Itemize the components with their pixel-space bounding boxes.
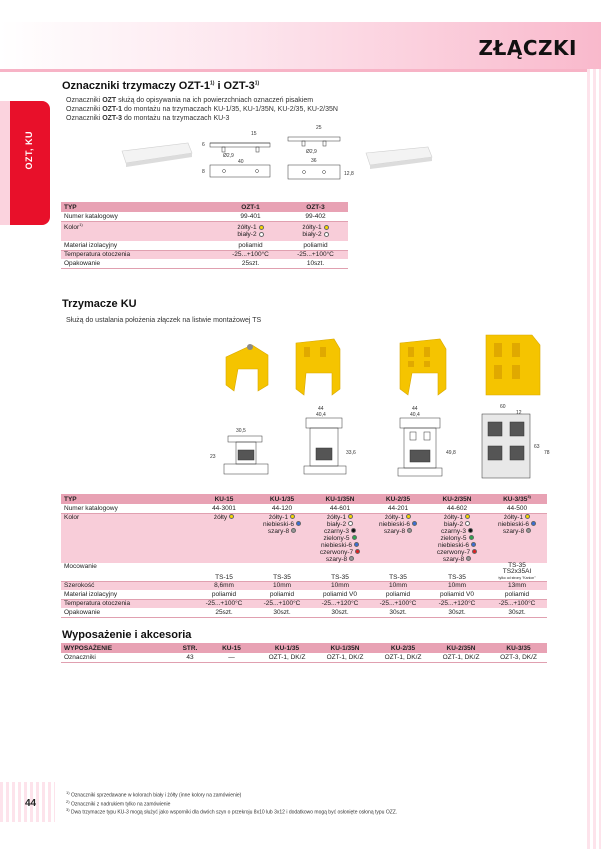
footnotes — [66, 790, 397, 816]
dim-label: 23 — [210, 454, 216, 460]
dim-label: Ø2,9 — [223, 153, 234, 159]
color-entry: niebieski-6 — [490, 521, 544, 528]
table-row: Opakowanie 25szt. 30szt. 30szt. 30szt. 30szt. 30szt. — [61, 608, 547, 617]
color-swatch-icon — [290, 514, 295, 519]
table-row: Materiał izolacyjny poliamid poliamid — [61, 241, 348, 250]
table-row: Oznaczniki 43 — OZT-1, DK/Z OZT-1, DK/Z OZT-1, DK/Z OZT-1, DK/Z OZT-3, DK/Z — [61, 653, 547, 662]
color-swatch-icon — [471, 542, 476, 547]
color-entry: czarny-3 — [430, 528, 484, 535]
color-cell — [195, 513, 253, 563]
color-entry: biały-2 — [314, 521, 366, 528]
col-header: OZT-1 — [218, 202, 283, 212]
section-title-accessories: Wyposażenie i akcesoria — [62, 629, 192, 641]
ku235-photo — [400, 339, 446, 395]
ozt-line: Oznaczniki OZT-1 do montażu na trzymaczach KU-1/35, KU-1/35N, KU-2/35, KU-2/35N — [66, 106, 338, 113]
dim-label: 36 — [311, 158, 317, 164]
ku-description: Służą do ustalania położenia złączek na listwie montażowej TS — [66, 317, 262, 324]
col-header: KU-3/35 — [490, 643, 547, 653]
ku135-photo — [296, 339, 340, 395]
col-header: KU-1/35 — [258, 643, 316, 653]
dim-label: 33,6 — [346, 450, 356, 456]
color-swatch-icon — [526, 528, 531, 533]
dim-label: 44 — [318, 406, 324, 412]
ozt-line: Oznaczniki OZT służą do opisywania na ich powierzchniach oznaczeń pisakiem — [66, 97, 314, 104]
ku335-drawing — [482, 414, 530, 478]
table-row: Temperatura otoczenia -25...+100°C -25...+100°C — [61, 250, 348, 259]
dim-label: 25 — [316, 125, 322, 131]
ku-drawings — [200, 404, 555, 488]
ku135-drawing — [304, 418, 346, 474]
header-band — [0, 22, 601, 69]
dim-label: 30,5 — [236, 428, 246, 434]
accessories-table — [61, 643, 547, 663]
ku-spec-table — [61, 494, 547, 618]
color-swatch-icon — [349, 556, 354, 561]
color-swatch-icon — [354, 542, 359, 547]
ku15-photo — [226, 344, 268, 391]
col-header: KU-2/35N — [432, 643, 490, 653]
color-swatch-icon — [469, 535, 474, 540]
ozt-spec-table — [61, 202, 348, 269]
table-row: Kolor żółty żółty-1 niebieski-6 szary-8 żółty-1 biały-2 czarny-3 zielony-5 niebieski-6 czerwony-7 szary-8 żółty-1 niebieski-6 szary-8 żółty-1 biały-2 czarny-3 zielony-5 niebieski-6 czerwony-7 szary-8 żółty-1 niebieski-6 szary-8 — [61, 513, 547, 563]
color-entry: niebieski-6 — [430, 542, 484, 549]
color-entry: szary-8 — [372, 528, 424, 535]
ku15-drawing — [224, 436, 268, 474]
table-row: Opakowanie 25szt. 10szt. — [61, 259, 348, 268]
dim-label: 12 — [516, 410, 522, 416]
dim-label: 40,4 — [316, 412, 326, 418]
dim-label: 60 — [500, 404, 506, 410]
ozt-drawings — [118, 123, 438, 195]
ozt3-photo — [366, 147, 432, 169]
color-entry: żółty-1 — [490, 514, 544, 521]
color-swatch-icon — [525, 514, 530, 519]
color-swatch-icon — [296, 521, 301, 526]
table-row: Materiał izolacyjny poliamid poliamid poliamid V0 poliamid poliamid V0 poliamid — [61, 590, 547, 599]
section-title-ku: Trzymacze KU — [62, 298, 137, 310]
color-entry: szary-8 — [490, 528, 544, 535]
color-entry: szary-8 — [256, 528, 308, 535]
color-swatch-icon — [352, 535, 357, 540]
color-entry: żółty-1 — [372, 514, 424, 521]
color-swatch-icon — [468, 528, 473, 533]
color-entry: szary-8 — [430, 556, 484, 563]
color-entry: niebieski-6 — [314, 542, 366, 549]
color-cell — [311, 513, 369, 563]
table-row: Numer katalogowy 99-401 99-402 — [61, 212, 348, 221]
color-entry: żółty-1 — [430, 514, 484, 521]
col-header: KU-15 — [205, 643, 258, 653]
col-header: TYP — [61, 202, 218, 212]
side-tab — [10, 101, 50, 225]
color-cell — [427, 513, 487, 563]
color-entry: szary-8 — [314, 556, 366, 563]
color-swatch-icon — [472, 549, 477, 554]
dim-label: 40,4 — [410, 412, 420, 418]
footnote: $^{1)}$ Oznaczniki sprzedawane w kolorach biały i żółty (inne kolory na zamówienie) — [66, 790, 242, 799]
page-title: ZŁĄCZKI — [478, 36, 577, 60]
dim-label: 78 — [544, 450, 550, 456]
dim-label: 40 — [238, 159, 244, 165]
table-row: Numer katalogowy 44-3001 44-120 44-601 44-201 44-602 44-500 — [61, 504, 547, 513]
col-header: KU-1/35N — [311, 494, 369, 504]
header-divider — [0, 69, 601, 72]
color-swatch-icon — [406, 514, 411, 519]
color-swatch-icon — [348, 514, 353, 519]
col-header: KU-2/35N — [427, 494, 487, 504]
col-header: KU-2/35 — [369, 494, 427, 504]
dim-label: 12,8 — [344, 171, 354, 177]
col-header: STR. — [175, 643, 205, 653]
footnote: $^{2)}$ Oznaczniki z nadrukiem tylko na zamówienie — [66, 798, 171, 808]
color-entry: biały-2 — [430, 521, 484, 528]
color-entry: niebieski-6 — [372, 521, 424, 528]
ozt-line: Oznaczniki OZT-3 do montażu na trzymaczach KU-3 — [66, 115, 230, 122]
section-title-ozt: Oznaczniki trzymaczy OZT-1$^{1)}$ i OZT-3$^{1)}$ — [62, 80, 260, 92]
color-entry: czerwony-7 — [314, 549, 366, 556]
color-swatch-icon — [465, 521, 470, 526]
color-entry: zielony-5 — [430, 535, 484, 542]
table-row: Mocowanie TS-15 TS-35 TS-35 TS-35 TS-35 TS-35 TS2x35AI tylko od strony "Kanion" — [61, 563, 547, 582]
side-tab-label: OZT, KU — [24, 131, 34, 170]
col-header: OZT-3 — [283, 202, 348, 212]
color-entry: zielony-5 — [314, 535, 366, 542]
color-entry: czarny-3 — [314, 528, 366, 535]
color-swatch-icon — [291, 528, 296, 533]
color-swatch-icon — [412, 521, 417, 526]
ku235-drawing — [398, 418, 442, 476]
ozt-description — [66, 96, 338, 123]
dim-label: 44 — [412, 406, 418, 412]
dim-label: 63 — [534, 444, 540, 450]
color-cell — [369, 513, 427, 563]
color-entry: żółty-1 — [314, 514, 366, 521]
col-header: KU-15 — [195, 494, 253, 504]
color-swatch-icon — [229, 514, 234, 519]
color-swatch-icon — [348, 521, 353, 526]
dim-label: 49,8 — [446, 450, 456, 456]
page-number: 44 — [25, 798, 37, 809]
col-header: KU-1/35 — [253, 494, 311, 504]
table-row: Temperatura otoczenia -25...+100°C -25...+100°C -25...+120°C -25...+100°C -25...+120°C -25...+100°C — [61, 599, 547, 608]
color-swatch-icon — [531, 521, 536, 526]
col-header: WYPOSAŻENIE — [61, 643, 175, 653]
color-entry: żółty-1 — [256, 514, 308, 521]
dim-label: 8 — [202, 169, 205, 175]
color-entry: niebieski-6 — [256, 521, 308, 528]
ku-photos — [210, 333, 550, 401]
dim-label: 6 — [202, 142, 205, 148]
dim-label: 15 — [251, 131, 257, 137]
color-swatch-icon — [351, 528, 356, 533]
color-cell — [487, 513, 547, 563]
table-row: Kolor$^{1)}$ żółty-1 biały-2 żółty-1 biały-2 — [61, 221, 348, 241]
col-header: TYP — [61, 494, 195, 504]
col-header: KU-3/35$^{3)}$ — [487, 494, 547, 504]
color-swatch-icon — [407, 528, 412, 533]
color-swatch-icon — [465, 514, 470, 519]
color-entry: żółty — [198, 514, 250, 521]
col-header: KU-1/35N — [316, 643, 374, 653]
dim-label: Ø2,9 — [306, 149, 317, 155]
color-swatch-icon — [355, 549, 360, 554]
col-header: KU-2/35 — [374, 643, 432, 653]
color-cell — [253, 513, 311, 563]
ku335-photo — [486, 335, 540, 395]
color-entry: czerwony-7 — [430, 549, 484, 556]
table-row: Szerokość 8,6mm 10mm 10mm 10mm 10mm 13mm — [61, 581, 547, 590]
right-decor-strip — [587, 69, 601, 849]
color-swatch-icon — [466, 556, 471, 561]
footnote: $^{3)}$ Dwa trzymacze typu KU-3 mogą służyć jako wsporniki dla dwóch szyn o przekroju 8x10 lub 3x12 i dodatkowo mogą być osłonięte osłoną typu OZZ. — [66, 807, 398, 816]
ozt1-photo — [122, 143, 192, 167]
